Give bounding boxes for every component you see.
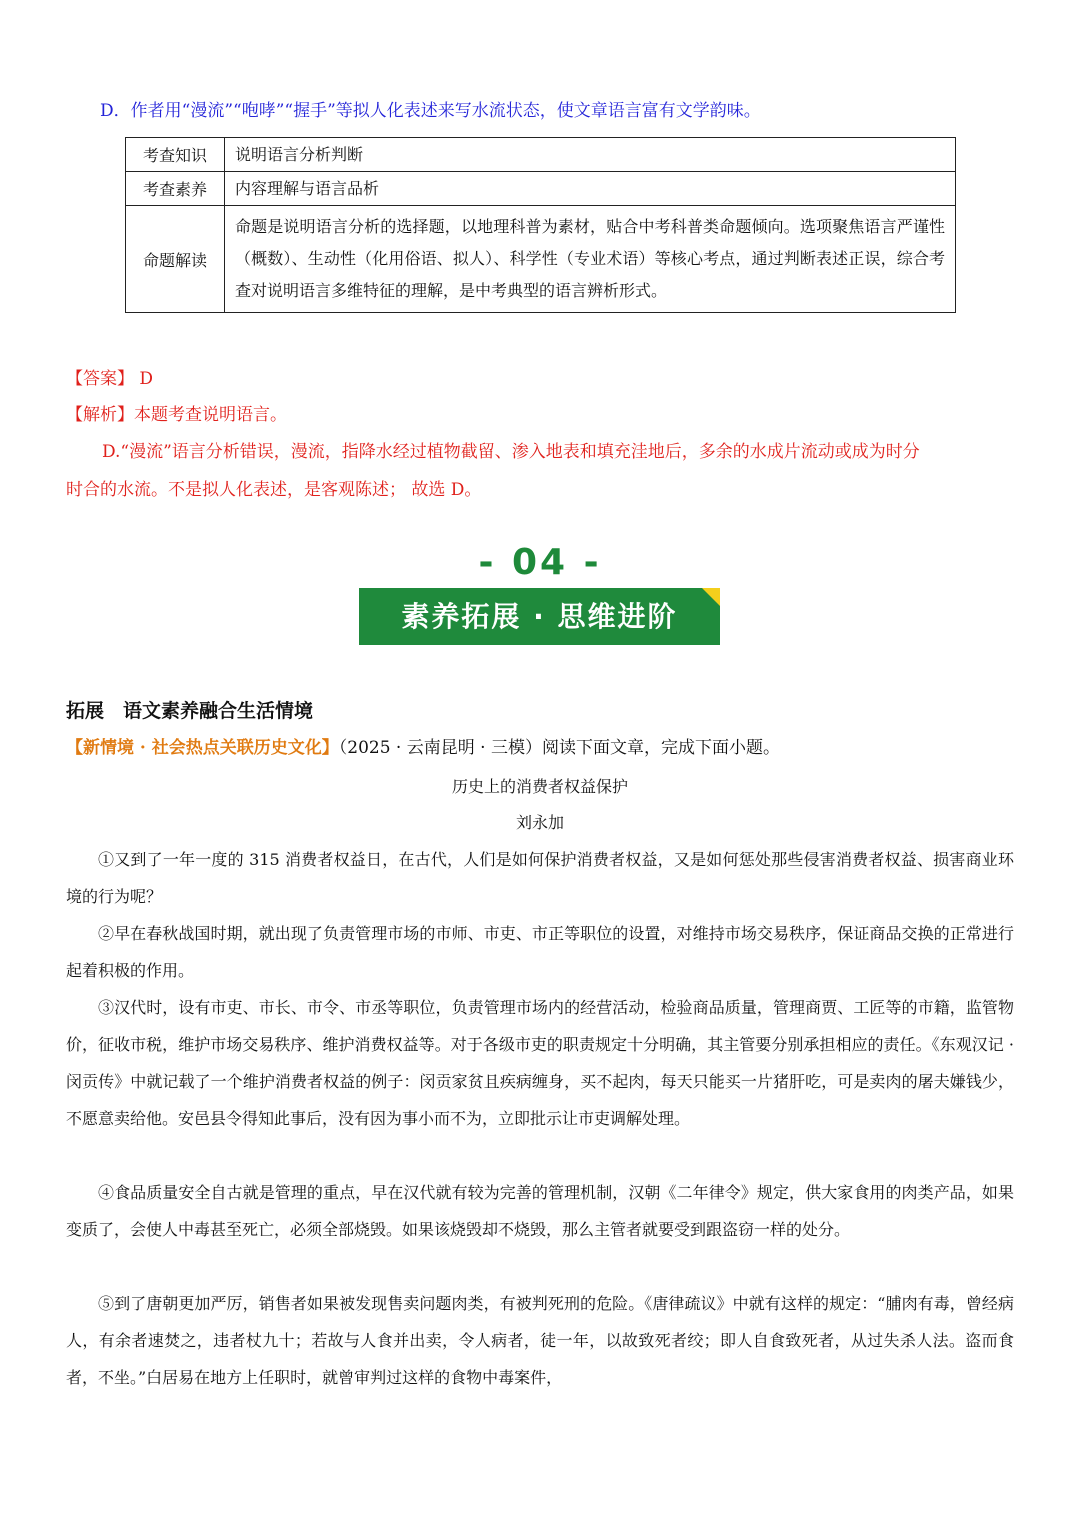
article-paragraph-4 bbox=[66, 1174, 1014, 1248]
article-paragraph-3 bbox=[66, 989, 1014, 1137]
table-key: 考查素养 bbox=[126, 172, 225, 206]
table-key: 命题解读 bbox=[126, 206, 225, 313]
article-paragraph-2 bbox=[66, 915, 1014, 989]
table-value: 内容理解与语言品析 bbox=[225, 172, 956, 206]
question-source bbox=[66, 737, 1014, 759]
analysis-text: 本题考查说明语言。 bbox=[134, 405, 287, 425]
paragraph-text: ④食品质量安全自古就是管理的重点，早在汉代就有较为完善的管理机制，汉朝《二年律令》规定，供大家食用的肉类产品，如果变质了，会使人中毒甚至死亡，必须全部烧毁。如果该烧毁却不烧毁，那么主管者就要受到跟盗窃一样的处分。 bbox=[66, 1183, 1014, 1239]
analysis bbox=[66, 404, 1014, 426]
banner-corner-decoration bbox=[702, 588, 720, 606]
section-banner-text: 素养拓展 · 思维进阶 bbox=[401, 600, 678, 633]
analysis-label: 【解析】 bbox=[66, 405, 134, 425]
article-title: 历史上的消费者权益保护 bbox=[451, 777, 628, 796]
table-value: 说明语言分析判断 bbox=[225, 138, 956, 172]
answer-value: D bbox=[139, 369, 154, 389]
table-row bbox=[126, 206, 956, 313]
paragraph-text: ③汉代时，设有市吏、市长、市令、市丞等职位，负责管理市场内的经营活动，检验商品质量，管理商贾、工匠等的市籍，监管物价，征收市税，维护市场交易秩序、维护消费权益等。对于各级市吏的职责规定十分明确，其主管要分别承担相应的责任。《东观汉记 · 闵贡传》中就记载了一个维护消费者权益的例子：闵贡家贫且疾病缠身，买不起肉，每天只能买一片猪肝吃，可是卖肉的屠夫嫌钱少，不愿意卖给他。安邑县令得知此事后，没有因为事小而不为，立即批示让市吏调解处理。 bbox=[66, 998, 1014, 1128]
analysis-detail-line-1: D.“漫流”语言分析错误，漫流，指降水经过植物截留、渗入地表和填充洼地后，多余的水成片流动或成为时分 bbox=[102, 442, 920, 462]
table-row bbox=[126, 138, 956, 172]
analysis-table bbox=[125, 137, 956, 313]
extension-heading: 拓展 语文素养融合生活情境 bbox=[66, 700, 314, 722]
answer-label: 【答案】 bbox=[66, 369, 134, 389]
paragraph-text: ②早在春秋战国时期，就出现了负责管理市场的市师、市吏、市正等职位的设置，对维持市场交易秩序，保证商品交换的正常进行起着积极的作用。 bbox=[66, 924, 1014, 980]
answer bbox=[66, 368, 1014, 390]
table-key: 考查知识 bbox=[126, 138, 225, 172]
section-number: - 04 - bbox=[478, 542, 602, 583]
source-exam: （2025 · 云南昆明 · 三模） bbox=[338, 738, 542, 758]
table-row bbox=[126, 172, 956, 206]
analysis-detail-line-2: 时合的水流。不是拟人化表述，是客观陈述； 故选 D。 bbox=[66, 480, 482, 500]
source-instruction: 阅读下面文章，完成下面小题。 bbox=[541, 738, 780, 758]
article-paragraph-1 bbox=[66, 841, 1014, 915]
source-tag: 【新情境 · 社会热点关联历史文化】 bbox=[66, 738, 339, 758]
article-author: 刘永加 bbox=[515, 813, 564, 832]
option-d: D．作者用“漫流”“咆哮”“握手”等拟人化表述来写水流状态，使文章语言富有文学韵味。 bbox=[100, 101, 761, 121]
section-banner bbox=[359, 588, 720, 645]
table-value: 命题是说明语言分析的选择题，以地理科普为素材，贴合中考科普类命题倾向。选项聚焦语言严谨性（概数）、生动性（化用俗语、拟人）、科学性（专业术语）等核心考点，通过判断表述正误，综合考查对说明语言多维特征的理解，是中考典型的语言辨析形式。 bbox=[225, 206, 956, 313]
article-paragraph-5 bbox=[66, 1285, 1014, 1396]
paragraph-text: ⑤到了唐朝更加严厉，销售者如果被发现售卖问题肉类，有被判死刑的危险。《唐律疏议》中就有这样的规定：“脯肉有毒，曾经病人，有余者速焚之，违者杖九十；若故与人食并出卖，令人病者，徒一年，以故致死者绞；即人自食致死者，从过失杀人法。盗而食者，不坐。”白居易在地方上任职时，就曾审判过这样的食物中毒案件， bbox=[66, 1294, 1014, 1387]
paragraph-text: ①又到了一年一度的 315 消费者权益日，在古代，人们是如何保护消费者权益，又是如何惩处那些侵害消费者权益、损害商业环境的行为呢？ bbox=[66, 850, 1014, 906]
